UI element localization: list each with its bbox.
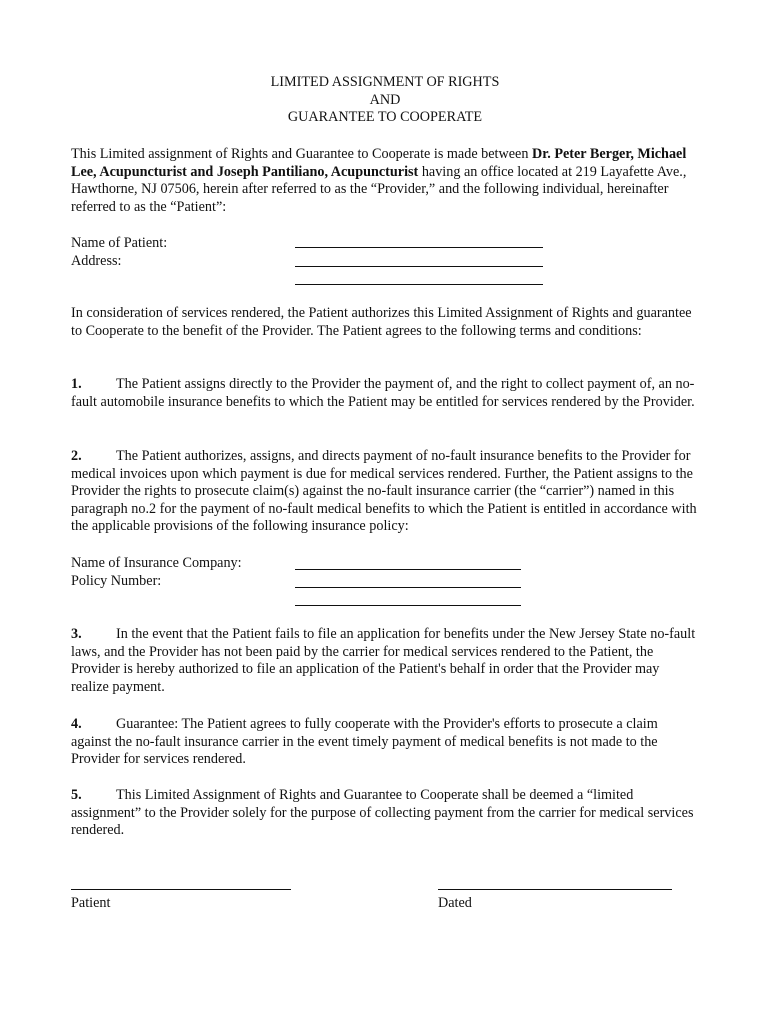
- title-line-3: GUARANTEE TO COOPERATE: [287, 109, 483, 125]
- patient-signature-line[interactable]: [71, 889, 291, 890]
- clause-1-number: 1.: [71, 376, 82, 392]
- address-line-2[interactable]: [295, 284, 543, 285]
- clause-4: [71, 716, 699, 769]
- clause-1: [71, 376, 699, 411]
- clause-4-number: 4.: [71, 716, 82, 732]
- consideration-paragraph: In consideration of services rendered, the Patient authorizes this Limited Assignment of Rights and guarantee to Cooperate to the benefit of the Provider. The Patient agrees to the following terms and conditions:: [71, 305, 692, 339]
- policy-number-label: Policy Number:: [71, 573, 162, 589]
- policy-number-line[interactable]: [295, 587, 521, 588]
- patient-signature-label: Patient: [71, 895, 111, 911]
- dated-label: Dated: [438, 895, 472, 911]
- clause-3: [71, 626, 699, 696]
- clause-3-text: In the event that the Patient fails to file an application for benefits under the New Jersey State no-fault laws, and the Provider has not been paid by the carrier for medical services rendered to the Patient, the Provider is hereby authorized to file an application of the Patient's behalf in order that the Provider may realize payment.: [71, 626, 696, 695]
- clause-5-text: This Limited Assignment of Rights and Guarantee to Cooperate shall be deemed a “limited assignment” to the Provider solely for the purpose of collecting payment from the carrier for medical services rendered.: [71, 787, 694, 839]
- clause-5-number: 5.: [71, 787, 82, 803]
- insurance-company-line[interactable]: [295, 569, 521, 570]
- patient-name-line[interactable]: [295, 247, 543, 248]
- intro-text-start: This Limited assignment of Rights and Guarantee to Cooperate is made between: [71, 146, 532, 162]
- clause-2: [71, 448, 699, 536]
- provider-names: Dr. Peter Berger, Michael Lee, Acupuncturist and Joseph Pantiliano, Acupuncturist: [71, 146, 687, 180]
- document-title: [0, 74, 770, 127]
- intro-text-end: having an office located at 219 Layafette Ave., Hawthorne, NJ 07506, herein after referred to as the “Provider,” and the following individual, hereinafter referred to as the “Patient”:: [71, 163, 687, 215]
- insurance-company-label: Name of Insurance Company:: [71, 555, 242, 571]
- clause-2-number: 2.: [71, 448, 82, 464]
- policy-extra-line[interactable]: [295, 605, 521, 606]
- clause-2-text: The Patient authorizes, assigns, and directs payment of no-fault insurance benefits to the Provider for medical invoices upon which payment is due for medical services rendered. Further, the Patient assigns to the Provider the rights to prosecute claim(s) against the no-fault insurance carrier (the “carrier”) named in this paragraph no.2 for the payment of no-fault medical benefits to which the Patient is entitled in accordance with the applicable provisions of the following insurance policy:: [71, 448, 697, 535]
- title-line-2: AND: [369, 91, 401, 108]
- date-signature-line[interactable]: [438, 889, 672, 890]
- address-line-1[interactable]: [295, 266, 543, 267]
- clause-1-text: The Patient assigns directly to the Provider the payment of, and the right to collect payment of, an no-fault automobile insurance benefits to which the Patient may be entitled for services rendered by the Provider.: [71, 376, 695, 410]
- title-line-1: LIMITED ASSIGNMENT OF RIGHTS: [270, 74, 500, 90]
- address-label: Address:: [71, 253, 122, 269]
- intro-paragraph: [71, 146, 699, 216]
- patient-name-label: Name of Patient:: [71, 235, 168, 251]
- clause-5: [71, 787, 699, 840]
- clause-4-text: Guarantee: The Patient agrees to fully cooperate with the Provider's efforts to prosecute a claim against the no-fault insurance carrier in the event timely payment of medical benefits is not made to the Provider for services rendered.: [71, 716, 658, 768]
- clause-3-number: 3.: [71, 626, 82, 642]
